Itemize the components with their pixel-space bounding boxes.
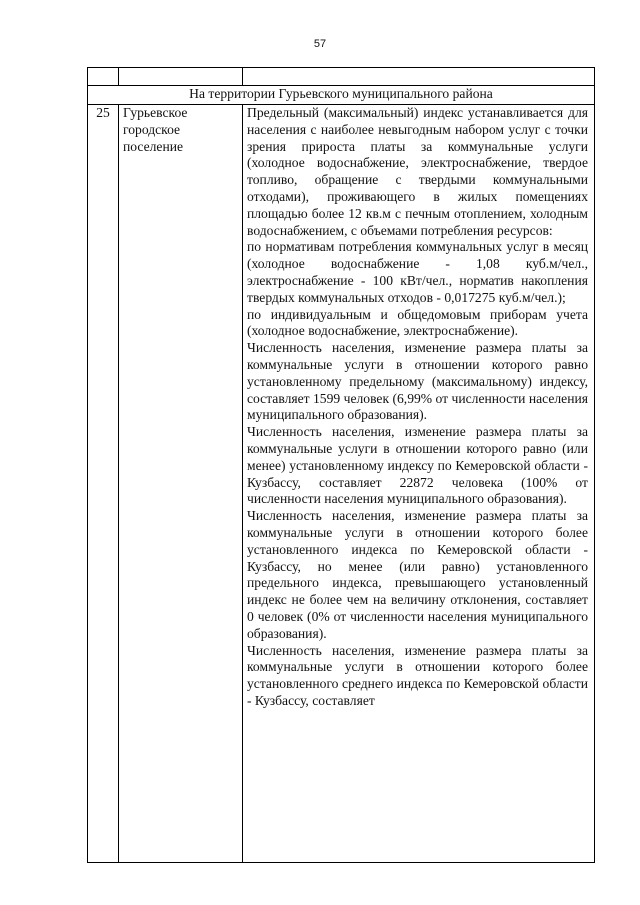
row-number: 25 xyxy=(88,105,119,863)
paragraph: Предельный (максимальный) индекс устанавливается для населения с наиболее невыгодным набором услуг с точки зрения прироста платы за коммунальные услуги (холодное водоснабжение, электроснабжение, твердое топливо, обращение с твердыми коммунальными отходами), проживающего в жилых помещениях площадью более 12 кв.м с печным отоплением, холодным водоснабжением, с объемами потребления ресурсов: xyxy=(247,105,588,238)
paragraph: Численность населения, изменение размера платы за коммунальные услуги в отношении которого равно установленному предельному (максимальному) индексу, составляет 1599 человек (6,99% от численности населения муниципального образования). xyxy=(247,340,588,423)
paragraph: по индивидуальным и общедомовым приборам учета (холодное водоснабжение, электроснабжение). xyxy=(247,306,588,339)
section-row xyxy=(88,86,595,105)
settlement-name: Гурьевское городское поселение xyxy=(119,105,243,863)
header-cell-number xyxy=(88,68,119,86)
tariff-table xyxy=(87,67,595,863)
paragraph: по нормативам потребления коммунальных услуг в месяц (холодное водоснабжение - 1,08 куб.м/чел., электроснабжение - 100 кВт/чел., норматив накопления твердых коммунальных отходов - 0,017275 куб.м/чел.); xyxy=(247,239,588,305)
paragraph: Численность населения, изменение размера платы за коммунальные услуги в отношении которого более установленного индекса по Кемеровской области - Кузбассу, но менее (или равно) установленного предельного индекса, превышающего установленный индекс не более чем на величину отклонения, составляет 0 человек (0% от численности населения муниципального образования). xyxy=(247,508,588,641)
row-content xyxy=(243,105,595,863)
table-header-row xyxy=(88,68,595,86)
header-cell-content xyxy=(243,68,595,86)
section-title: На территории Гурьевского муниципального района xyxy=(88,86,595,105)
header-cell-settlement xyxy=(119,68,243,86)
paragraph: Численность населения, изменение размера платы за коммунальные услуги в отношении которого более установленного среднего индекса по Кемеровской области - Кузбассу, составляет xyxy=(247,642,588,708)
page-number: 57 xyxy=(313,38,327,50)
table-row xyxy=(88,105,595,863)
paragraph: Численность населения, изменение размера платы за коммунальные услуги в отношении которого равно (или менее) установленному индексу по Кемеровской области - Кузбассу, составляет 22872 человека (100% от численности населения муниципального образования). xyxy=(247,424,588,507)
